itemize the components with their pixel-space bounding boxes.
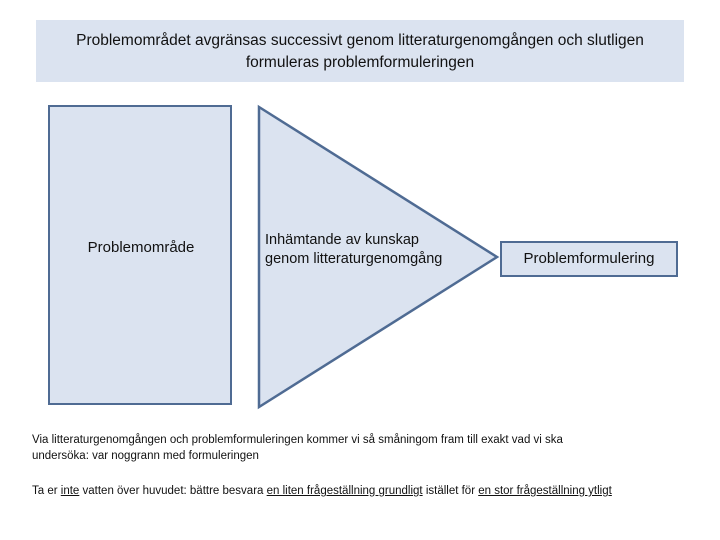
note1-line-1: Via litteraturgenomgången och problemformuleringen kommer vi så småningom fram till exakt vad vi ska [32, 434, 563, 446]
note2-emphasis-inte: inte [60, 485, 80, 497]
note2-emphasis-large-question: en stor frågeställning ytligt [478, 485, 612, 497]
note1-line-2: undersöka: var noggrann med formuleringen [32, 450, 259, 462]
knowledge-label-line-1: Inhämtande av kunskap [265, 232, 419, 248]
knowledge-label-line-2: genom litteraturgenomgång [265, 251, 443, 267]
problem-formulation-box: Problemformulering [500, 241, 678, 277]
note2-part-3: vatten över huvudet: bättre besvara [79, 485, 267, 497]
note2-part-5: istället för [422, 485, 479, 497]
problem-area-label: Problemområde [87, 239, 195, 256]
note2-emphasis-small-question: en liten frågeställning grundligt [266, 485, 423, 497]
title-banner [36, 20, 684, 82]
knowledge-acquisition-label [265, 231, 485, 269]
note-literature-review [32, 432, 692, 464]
banner-line-2: formuleras problemformuleringen [245, 54, 475, 71]
note-scope-advice [32, 483, 712, 499]
note2-part-1: Ta er [32, 485, 61, 497]
banner-line-1: Problemområdet avgränsas successivt genom litteraturgenomgången och slutligen [76, 32, 644, 49]
